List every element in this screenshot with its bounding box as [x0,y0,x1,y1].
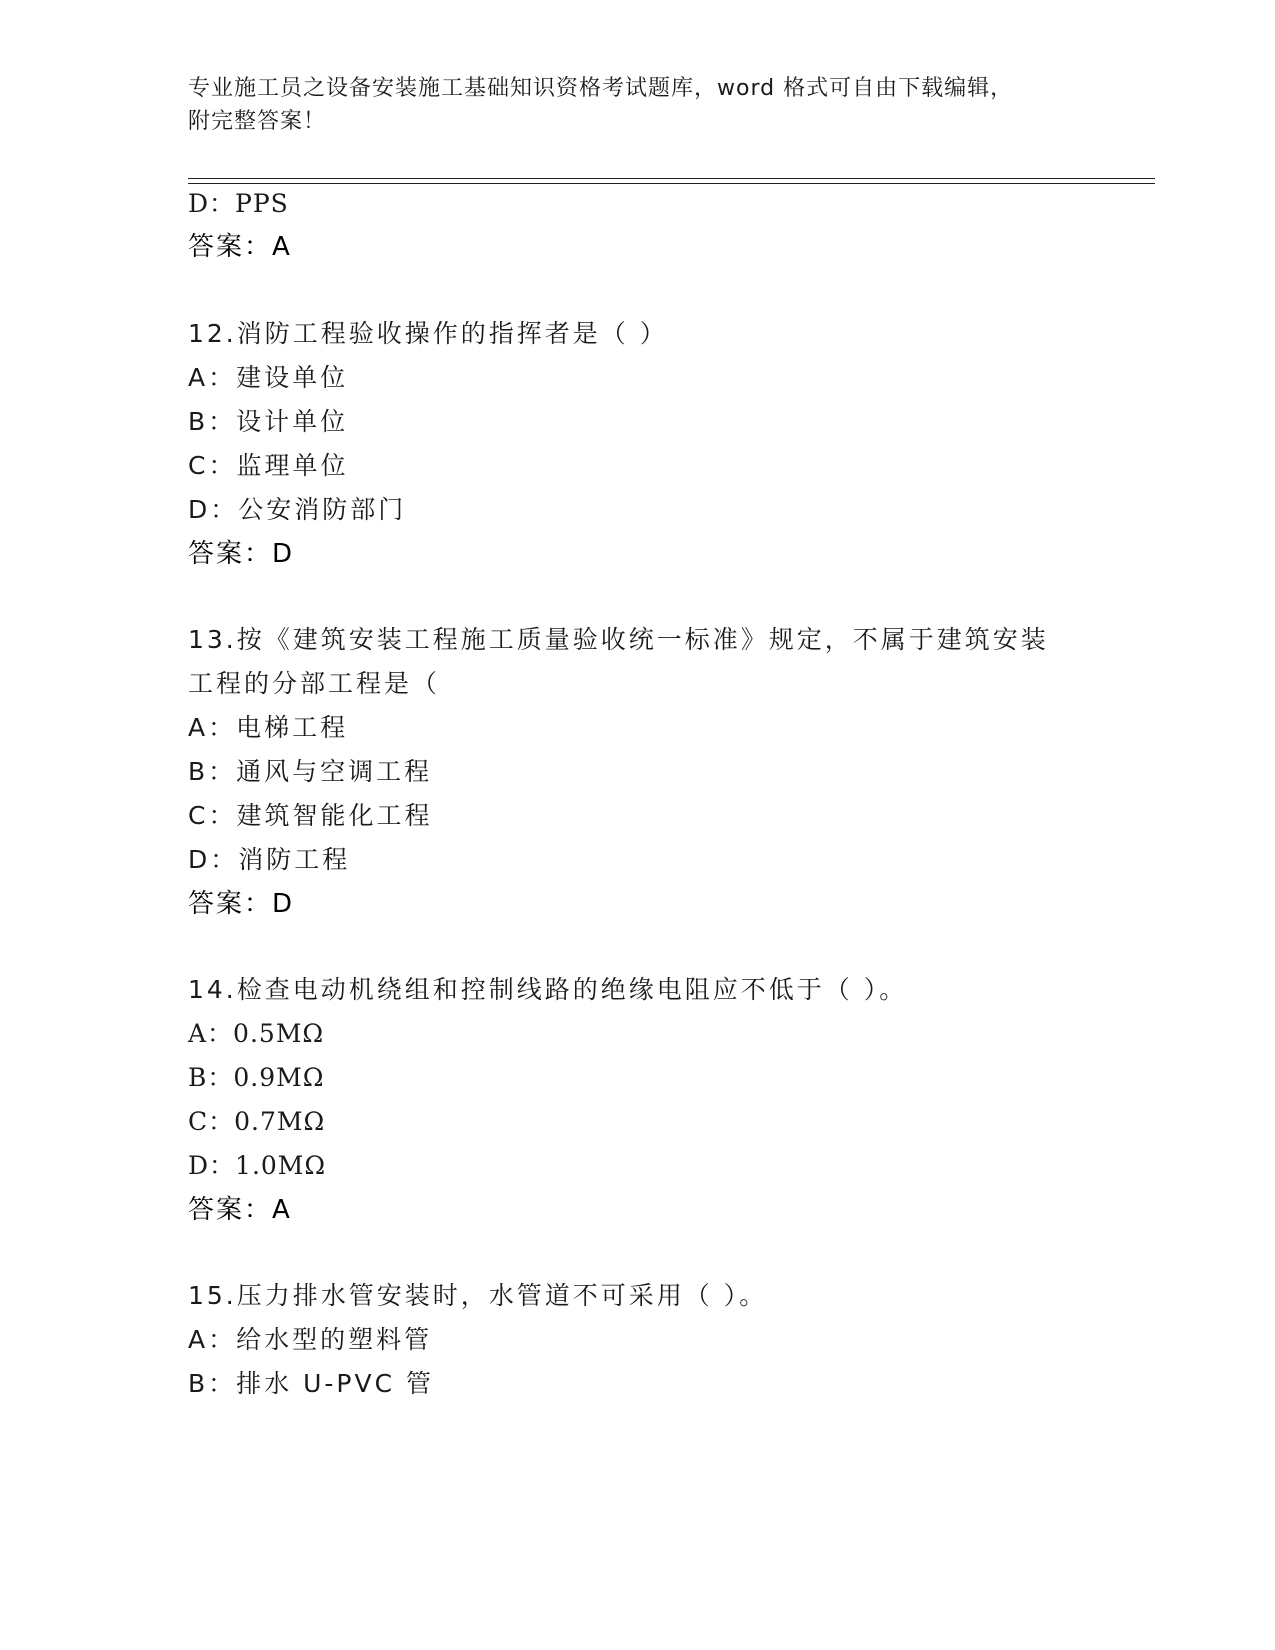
q12-option-b: B：设计单位 [188,407,349,436]
q12-option-a: A：建设单位 [188,363,349,392]
q12-option-d: D：公安消防部门 [188,495,407,524]
q13-option-b: B：通风与空调工程 [188,757,433,786]
header-line-2: 附完整答案！ [188,109,327,134]
header-rule-bottom [188,183,1155,184]
q15-option-a: A：给水型的塑料管 [188,1325,433,1354]
q12-option-c: C：监理单位 [188,451,349,480]
q14-stem: 14.检查电动机绕组和控制线路的绝缘电阻应不低于（ ）。 [188,975,908,1004]
q13-option-a: A：电梯工程 [188,713,349,742]
q14-option-b: B：0.9MΩ [188,1063,325,1092]
q13-option-c: C：建筑智能化工程 [188,801,433,830]
q12-stem: 12.消防工程验收操作的指挥者是（ ） [188,319,668,348]
q15-stem: 15.压力排水管安装时，水管道不可采用（ ）。 [188,1281,768,1310]
q14-answer: 答案：A [188,1195,292,1225]
q13-answer: 答案：D [188,889,295,919]
q11-option-d: D：PPS [188,189,289,218]
q12-answer: 答案：D [188,539,295,569]
q15-option-b: B：排水 U-PVC 管 [188,1369,434,1398]
header-line-1: 专业施工员之设备安装施工基础知识资格考试题库，word 格式可自由下载编辑， [188,76,1014,101]
document-header [188,72,1088,138]
q13-option-d: D：消防工程 [188,845,351,874]
q13-stem-line-2: 工程的分部工程是（ [188,669,441,698]
q13-stem-line-1: 13.按《建筑安装工程施工质量验收统一标准》规定，不属于建筑安装 [188,625,1049,654]
q14-option-a: A：0.5MΩ [188,1019,325,1048]
q11-answer: 答案：A [188,232,292,262]
q14-option-d: D：1.0MΩ [188,1151,327,1180]
header-rule-top [188,178,1155,179]
q14-option-c: C：0.7MΩ [188,1107,326,1136]
